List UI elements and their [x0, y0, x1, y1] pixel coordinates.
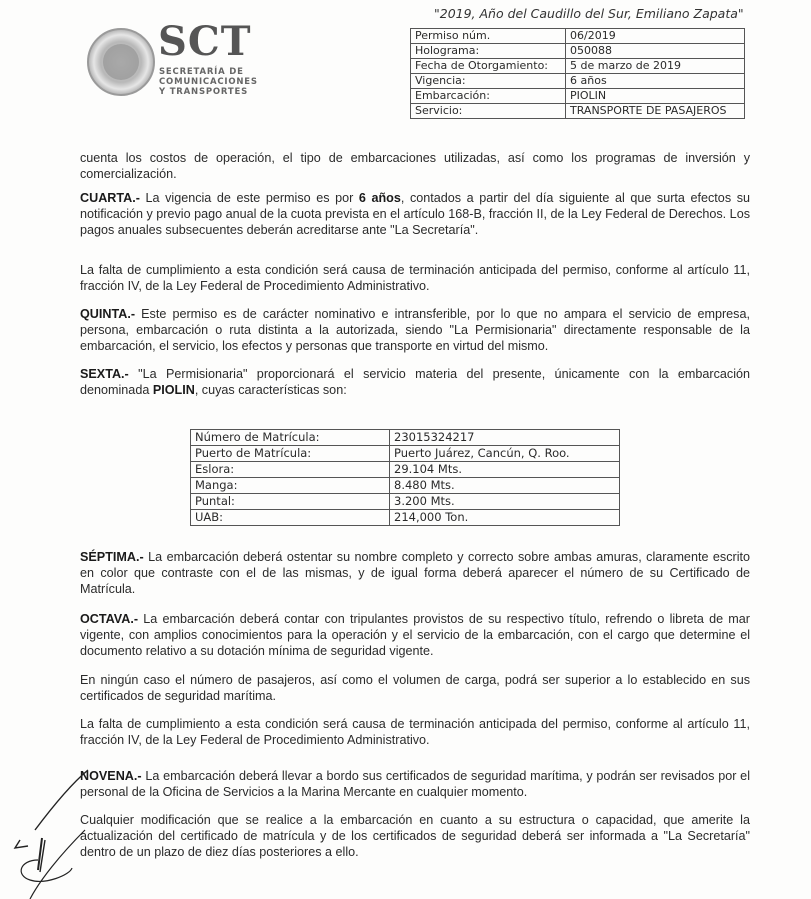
beam-label: Manga: [191, 478, 390, 494]
agency-name-line: SECRETARÍA DE [159, 67, 244, 77]
table-row [191, 430, 620, 446]
gross-tonnage-label: UAB: [191, 510, 390, 526]
permit-number-value: 06/2019 [566, 29, 745, 44]
service-label: Servicio: [411, 104, 566, 119]
table-row [411, 44, 745, 59]
clause-septima [80, 549, 750, 597]
clause-text: , contados a partir del día siguiente al que surta efectos su notificación y previo pago anual de la cuota prevista en el artículo 168-B, fracción II, de la Ley Federal de Derechos. Los pagos anuales subsecuentes deberán acreditarse ante "La Secretaría". [80, 191, 750, 237]
length-value: 29.104 Mts. [390, 462, 620, 478]
validity-label: Vigencia: [411, 74, 566, 89]
paragraph-continuation: cuenta los costos de operación, el tipo de embarcaciones utilizadas, así como los programas de inversión y comercialización. [80, 151, 750, 181]
table-row [411, 74, 745, 89]
validity-value: 6 años [566, 74, 745, 89]
registration-port-value: Puerto Juárez, Cancún, Q. Roo. [390, 446, 620, 462]
permit-info-table [410, 28, 745, 119]
table-row [411, 59, 745, 74]
paragraph-modification: Cualquier modificación que se realice a la embarcación en cuanto a su estructura o capacidad, que amerite la actualización del certificado de matrícula y de los certificados de seguridad deberá ser informada a "La Secretaría" dentro de un plazo de diez días posteriores a ello. [80, 813, 750, 859]
handwritten-signature-icon [0, 760, 120, 899]
table-row [191, 446, 620, 462]
agency-name [159, 67, 258, 97]
hologram-value: 050088 [566, 44, 745, 59]
paragraph-falta-1: La falta de cumplimiento a esta condición será causa de terminación anticipada del permiso, conforme al artículo 11, fracción IV, de la Ley Federal de Procedimiento Administrativo. [80, 263, 750, 293]
clause-emphasis: PIOLIN [152, 383, 195, 397]
length-label: Eslora: [191, 462, 390, 478]
table-row [411, 104, 745, 119]
agency-name-line: Y TRANSPORTES [159, 87, 249, 97]
registration-port-label: Puerto de Matrícula: [191, 446, 390, 462]
paragraph-falta-2: La falta de cumplimiento a esta condición será causa de terminación anticipada del permiso, conforme al artículo 11, fracción IV, de la Ley Federal de Procedimiento Administrativo. [80, 717, 750, 747]
clause-text: La embarcación deberá llevar a bordo sus certificados de seguridad marítima, y podrán ser revisados por el personal de la Oficina de Servicios a la Marina Mercante en cualquier momento. [80, 769, 750, 799]
table-row [191, 510, 620, 526]
vessel-characteristics-table [190, 429, 620, 526]
clause-cuarta [80, 190, 750, 238]
clause-text: La vigencia de este permiso es por [139, 191, 359, 205]
clause-text: , cuyas características son: [194, 383, 347, 397]
vessel-value: PIOLIN [566, 89, 745, 104]
hologram-label: Holograma: [411, 44, 566, 59]
table-row [411, 89, 745, 104]
paragraph-passenger-limit: En ningún caso el número de pasajeros, así como el volumen de carga, podrá ser superior a lo establecido en sus certificados de seguridad marítima. [80, 673, 750, 703]
clause-text: La embarcación deberá ostentar su nombre completo y correcto sobre ambas amuras, claramente escrito en color que contraste con el de las mismas, y de igual forma deberá aparecer el número de su Certificado de Matrícula. [80, 550, 750, 596]
clause-novena [80, 768, 750, 800]
clause-heading: SEXTA.- [80, 367, 129, 381]
clause-heading: CUARTA.- [80, 191, 140, 205]
clause-heading: SÉPTIMA.- [80, 550, 144, 564]
clause-text: La embarcación deberá contar con tripulantes provistos de su respectivo título, refrendo o libreta de mar vigente, con amplios conocimientos para la operación y el servicio de la embarcación, con el cargo que determine el documento relativo a su dotación mínima de seguridad vigente. [80, 612, 750, 658]
clause-text: Este permiso es de carácter nominativo e intransferible, por lo que no ampara el servicio de empresa, persona, embarcación o ruta distinta a la autorizada, siendo "La Permisionaria" directamente responsable de la embarcación, el servicio, los efectos y personas que transporte en virtud del mismo. [80, 307, 750, 353]
agency-name-line: COMUNICACIONES [159, 77, 258, 87]
registration-number-value: 23015324217 [390, 430, 620, 446]
gross-tonnage-value: 214,000 Ton. [390, 510, 620, 526]
grant-date-value: 5 de marzo de 2019 [566, 59, 745, 74]
agency-logo: SCT [158, 18, 252, 65]
clause-heading: QUINTA.- [80, 307, 136, 321]
grant-date-label: Fecha de Otorgamiento: [411, 59, 566, 74]
clause-text: "La Permisionaria" proporcionará el servicio materia del presente, únicamente con la embarcación denominada [80, 367, 750, 397]
clause-quinta [80, 306, 750, 354]
registration-number-label: Número de Matrícula: [191, 430, 390, 446]
coat-of-arms-seal-icon [87, 28, 155, 96]
table-row [191, 478, 620, 494]
clause-sexta [80, 366, 750, 398]
clause-heading: OCTAVA.- [80, 612, 139, 626]
clause-emphasis: 6 años [358, 191, 401, 205]
clause-heading: NOVENA.- [80, 769, 142, 783]
year-motto: "2019, Año del Caudillo del Sur, Emiliano Zapata" [434, 6, 744, 21]
clause-octava [80, 611, 750, 659]
depth-label: Puntal: [191, 494, 390, 510]
table-row [191, 462, 620, 478]
service-value: TRANSPORTE DE PASAJEROS [566, 104, 745, 119]
vessel-label: Embarcación: [411, 89, 566, 104]
depth-value: 3.200 Mts. [390, 494, 620, 510]
table-row [191, 494, 620, 510]
permit-number-label: Permiso núm. [411, 29, 566, 44]
table-row [411, 29, 745, 44]
beam-value: 8.480 Mts. [390, 478, 620, 494]
